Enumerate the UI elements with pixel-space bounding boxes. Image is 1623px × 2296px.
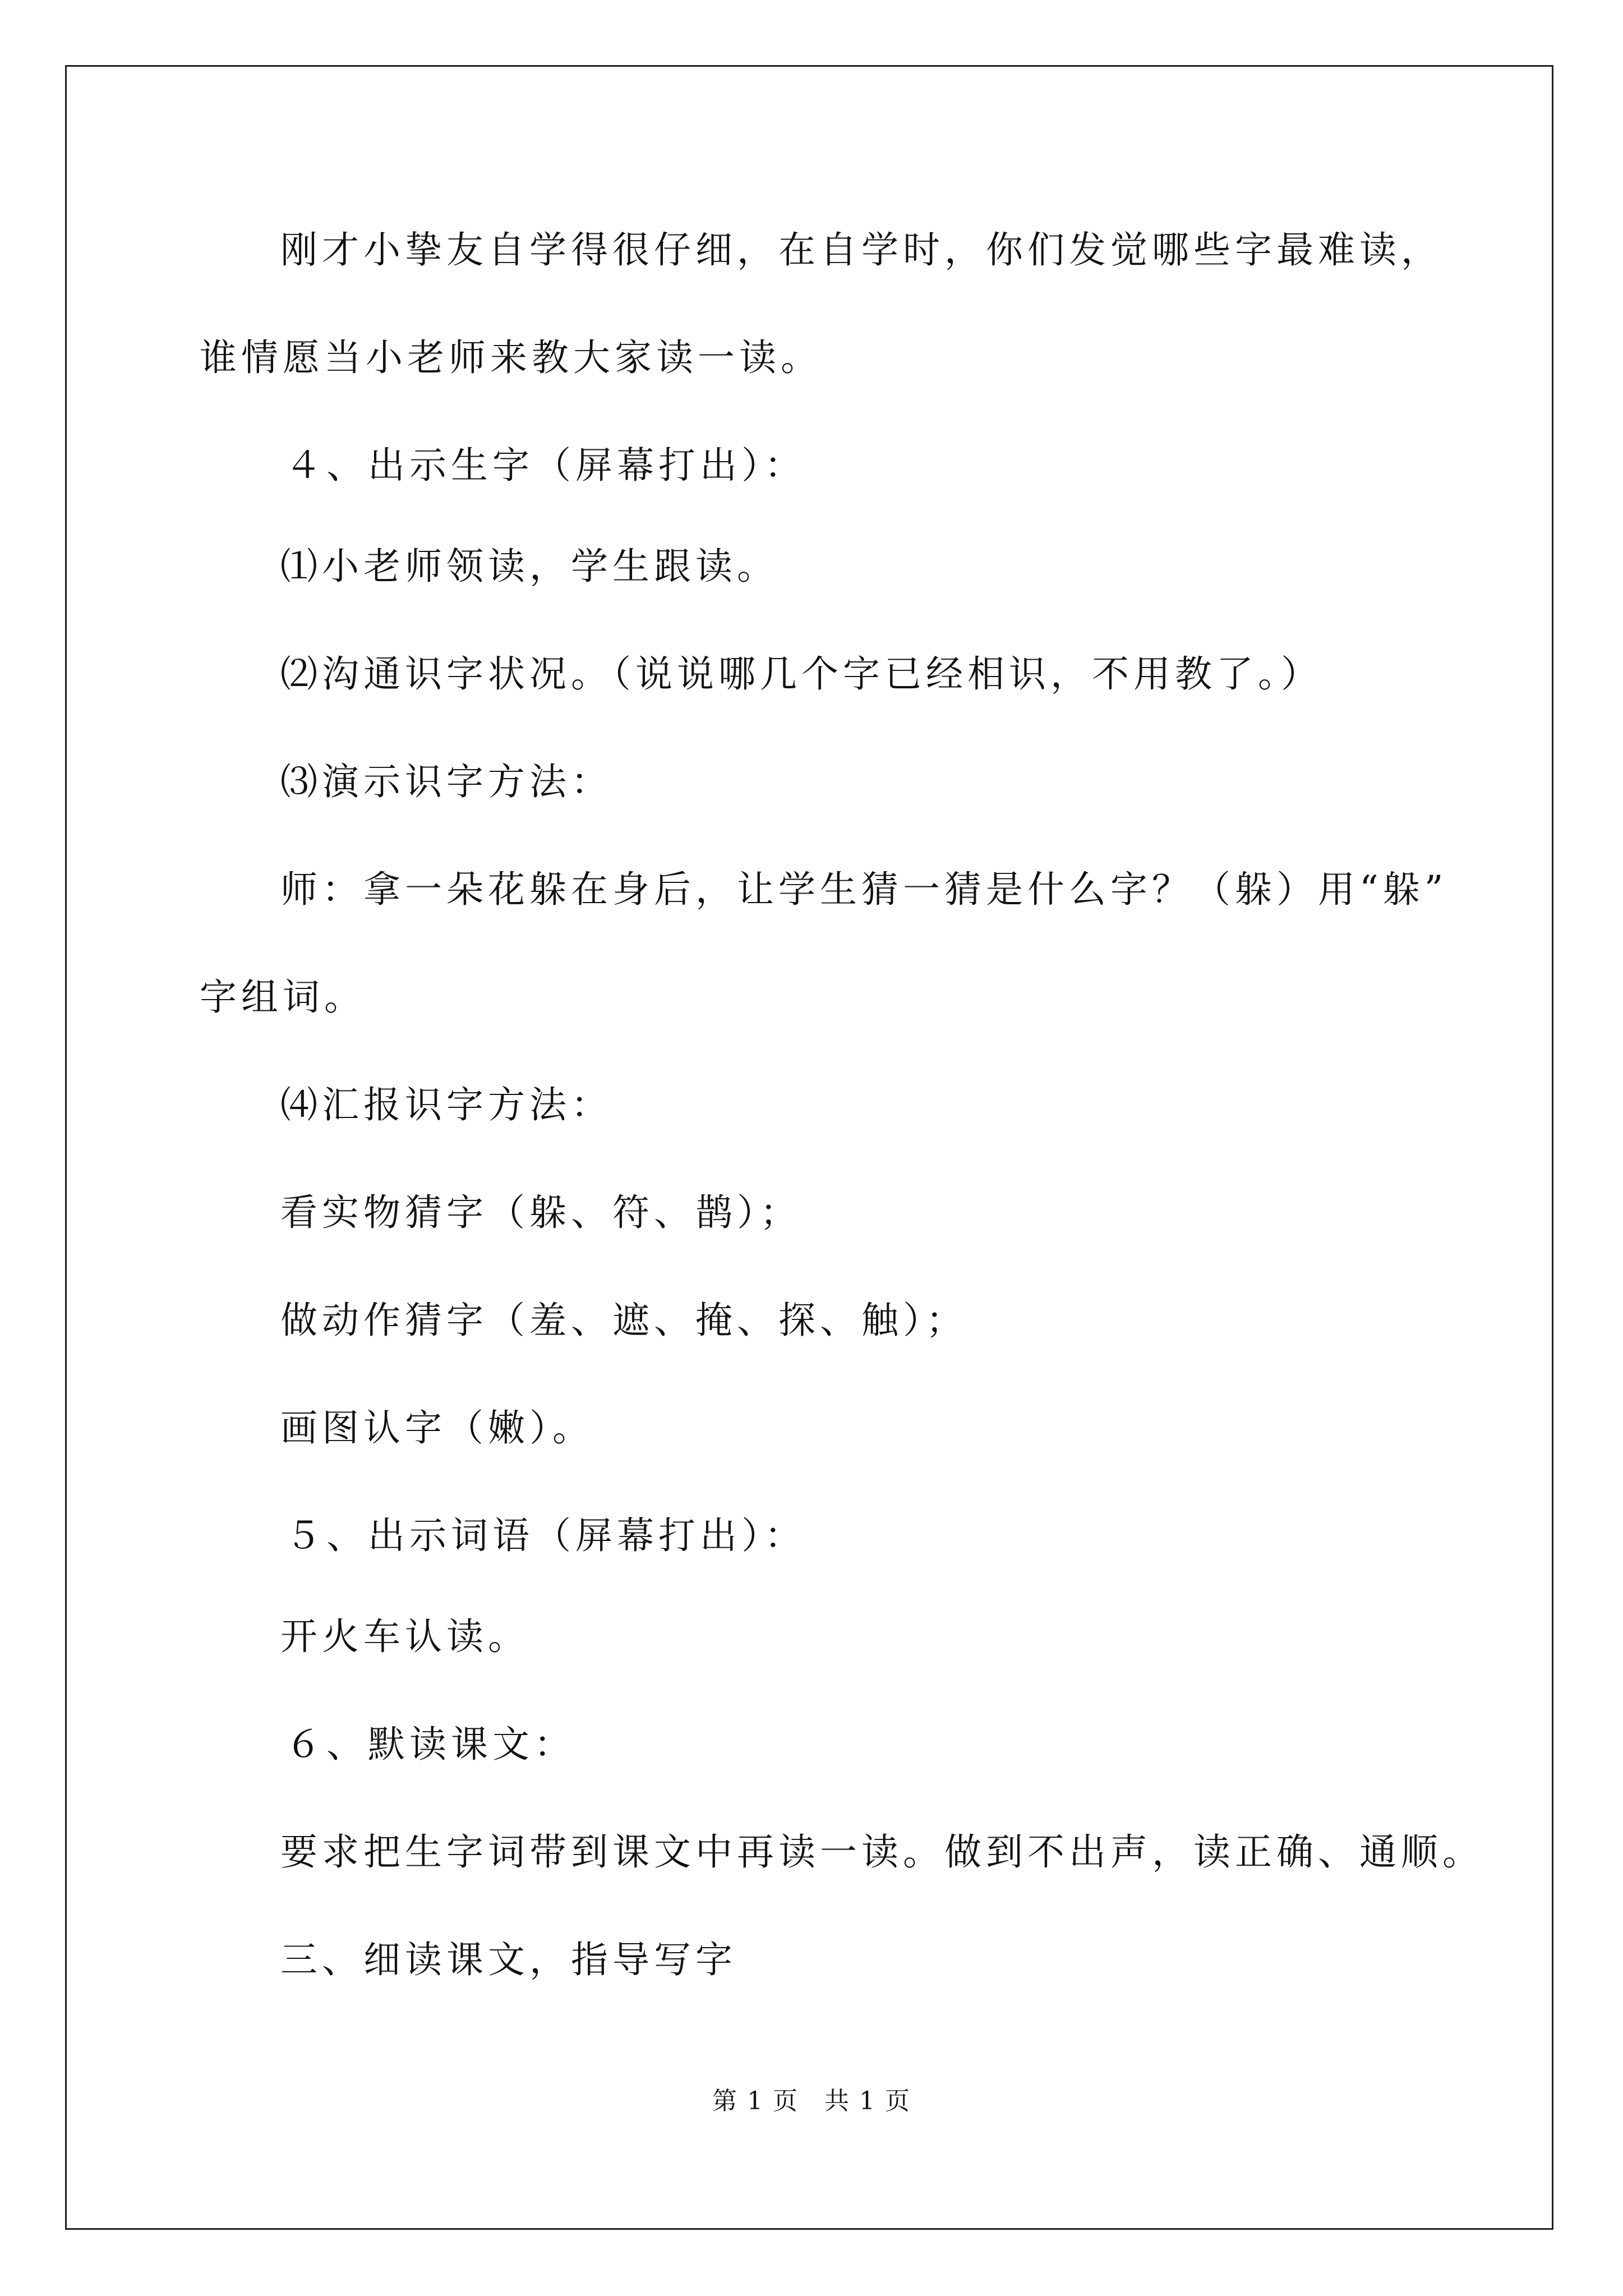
paragraph-line-4: 字组词。 xyxy=(200,976,366,1019)
section-heading-4: ４、出示生字（屏幕打出）： xyxy=(285,444,806,487)
list-item-1: ⑴小老师领读，学生跟读。 xyxy=(280,545,778,588)
page-border xyxy=(65,65,1553,2230)
paragraph-line-5: 开火车认读。 xyxy=(280,1615,529,1658)
method-line-3: 画图认字（嫩）。 xyxy=(280,1406,594,1450)
section-heading-3: 三、细读课文，指导写字 xyxy=(280,1938,737,1981)
section-heading-5: ５、出示词语（屏幕打出）： xyxy=(285,1514,806,1557)
paragraph-line-1: 刚才小挚友自学得很仔细，在自学时，你们发觉哪些字最难读， xyxy=(280,228,1442,272)
paragraph-line-3: 师：拿一朵花躲在身后，让学生猜一猜是什么字？（躲）用“躲” xyxy=(280,868,1448,911)
list-item-4: ⑷汇报识字方法： xyxy=(280,1083,612,1126)
method-line-1: 看实物猜字（躲、符、鹊）； xyxy=(280,1191,801,1234)
section-heading-6: ６、默读课文： xyxy=(285,1723,575,1766)
method-line-2: 做动作猜字（羞、遮、掩、探、触）； xyxy=(280,1299,967,1342)
list-item-3: ⑶演示识字方法： xyxy=(280,760,612,803)
paragraph-line-2: 谁情愿当小老师来教大家读一读。 xyxy=(200,336,822,379)
list-item-2: ⑵沟通识字状况。（说说哪几个字已经相识，不用教了。） xyxy=(280,652,1322,696)
page-number-footer: 第 1 页 共 1 页 xyxy=(712,2087,911,2115)
paragraph-line-6: 要求把生字词带到课文中再读一读。做到不出声，读正确、通顺。 xyxy=(280,1830,1484,1874)
